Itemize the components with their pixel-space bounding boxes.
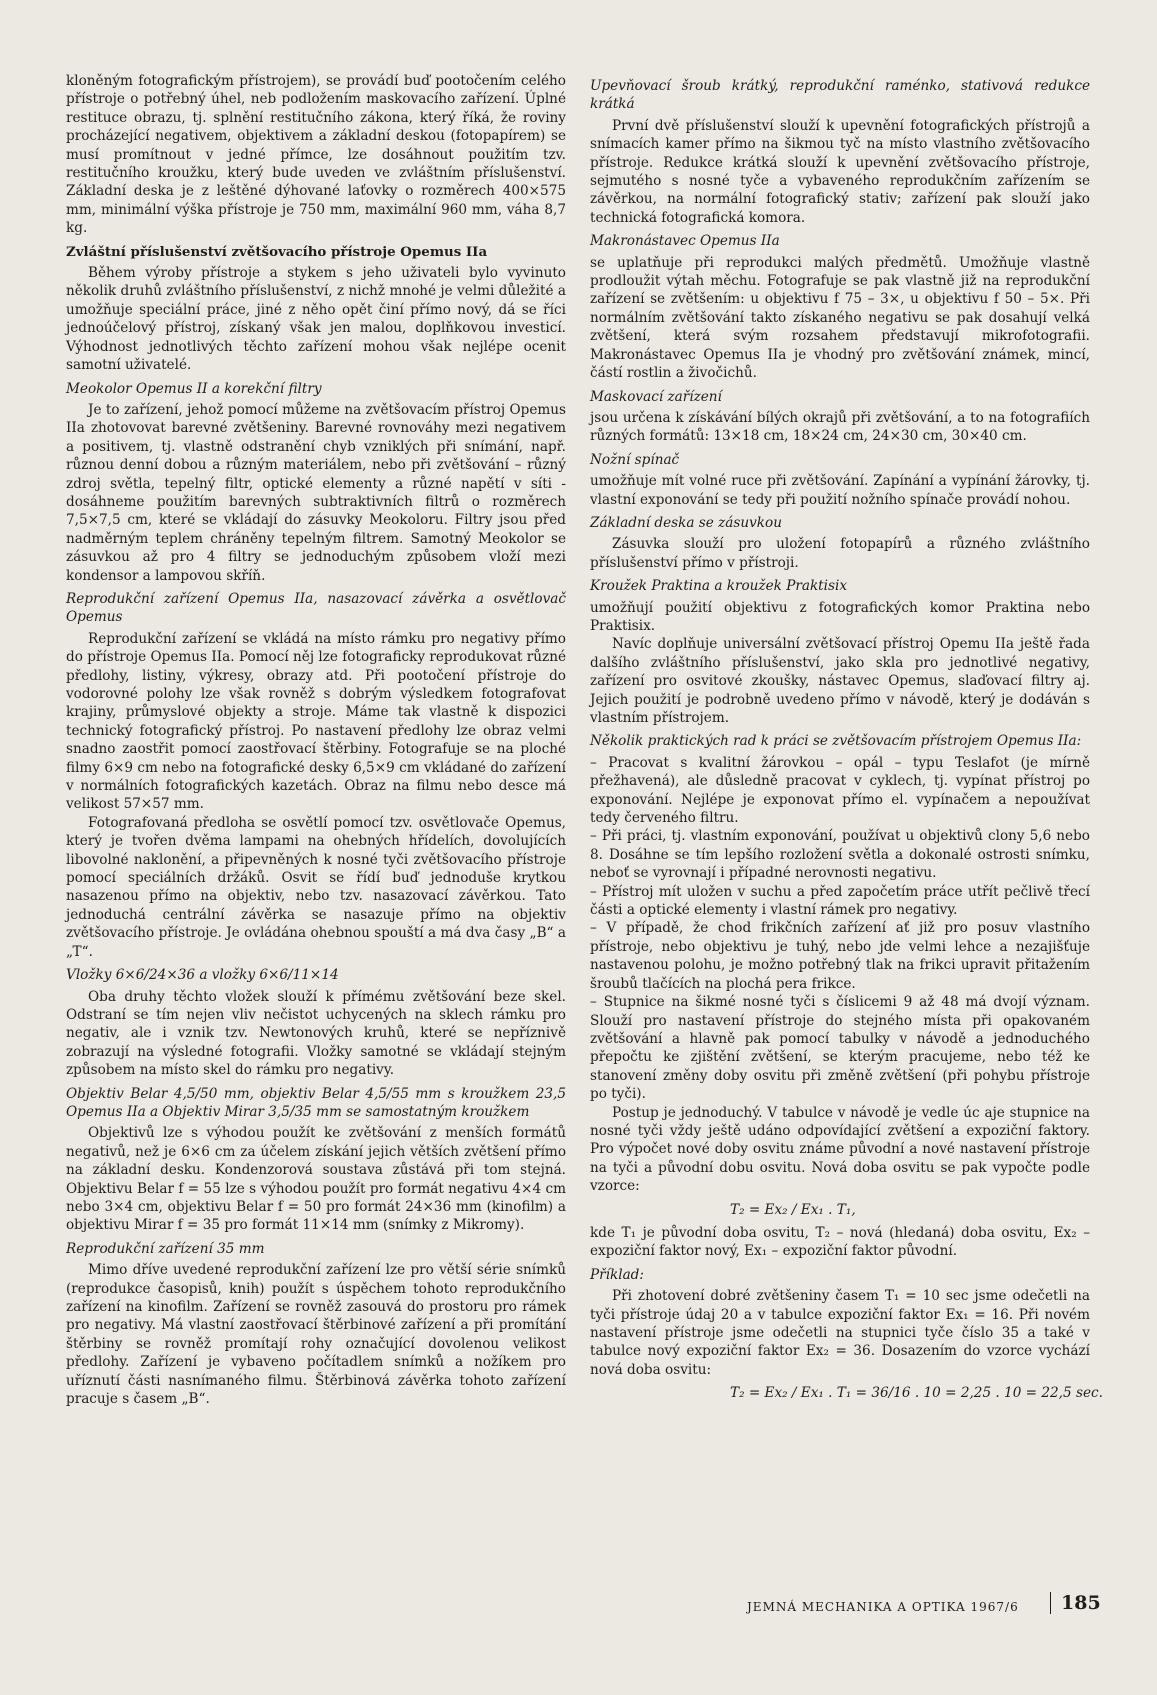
formula: T₂ = Ex₂ / Ex₁ . T₁ = 36/16 . 10 = 2,25 . 10 = 22,5 sec.	[730, 1385, 1103, 1402]
subsection-heading: Makronástavec Opemus IIa	[590, 233, 780, 250]
paragraph: Zásuvka slouží pro uložení fotopapírů a různého zvláštního příslušenství přímo v přístroji.	[590, 536, 1090, 571]
paragraph: Při zhotovení dobré zvětšeniny časem T₁ = 10 sec jsme odečetli na tyči přístroje údaj 20 a v tabulce expoziční faktor Ex₁ = 16. Při novém nastavení přístroje jsme odečetli na stupnici tyče číslo 35 a také v tabulce nový expoziční faktor Ex₂ = 36. Dosazením do vzorce vychází nová doba osvitu:	[590, 1288, 1090, 1378]
paragraph: – V případě, že chod frikčních zařízení ať již pro posuv vlastního přístroje, nebo objektivu je tuhý, nebo jde velmi lehce a nezajišťuje nastavenou polohu, je možno potřebný tlak na frikci upravit přitažením šroubů tlačících na plochá pera frikce.	[590, 920, 1090, 992]
paragraph: Fotografovaná předloha se osvětlí pomocí tzv. osvětlovače Opemus, který je tvořen dvěma lampami na ohebných hřídelích, dovolujících libovolné naklonění, a připevněných k nosné tyči zvětšovacího přístroje pomocí speciálních držáků. Osvit se řídí buď jednoduše krytkou nasazenou přímo na objektiv, nebo tzv. nasazovací závěrkou. Tato jednoduchá centrální závěrka se nasazuje přímo na objektiv zvětšovacího přístroje. Je ovládána ohebnou spouští a má dva časy „B“ a „T“.	[66, 814, 566, 960]
right-column	[590, 72, 1103, 1408]
subsection-heading: Vložky 6×6/24×36 a vložky 6×6/11×14	[66, 967, 339, 984]
subsection-heading: Reprodukční zařízení Opemus IIa, nasazovací závěrka a osvětlovač Opemus	[66, 590, 566, 626]
subsection-heading: Meokolor Opemus II a korekční filtry	[66, 380, 322, 397]
subsection-heading: Několik praktických rad k práci se zvětšovacím přístrojem Opemus IIa:	[590, 733, 1082, 750]
paragraph: Během výroby přístroje a stykem s jeho uživateli bylo vyvinuto několik druhů zvláštního příslušenství, z nichž mnohé je velmi důležité a umožňuje speciální práce, jiné z něho opět činí přímo nový, dá se říci jednoúčelový přístroj, získaný však jen malou, doplňkovou investicí. Výhodnost jednotlivých těchto zařízení mohou však nejlépe ocenit samotní uživatelé.	[66, 265, 566, 374]
journal-footer: JEMNÁ MECHANIKA A OPTIKA 1967/6	[747, 1600, 1019, 1614]
paragraph: Mimo dříve uvedené reprodukční zařízení lze pro větší série snímků (reprodukce časopisů, knih) použít s úspěchem tohoto reprodukčního zařízení na kinofilm. Zařízení se rovněž zasouvá do prostoru pro rámek pro negativy. Má vlastní zaostřovací štěrbinové zařízení a při promítání štěrbiny se rovněž promítají rohy označující dovolenou velikost předlohy. Zařízení je vybaveno počítadlem snímků a nožíkem pro uříznutí části nasnímaného filmu. Štěrbinová závěrka tohoto zařízení pracuje s časem „B“.	[66, 1262, 566, 1408]
formula: T₂ = Ex₂ / Ex₁ . T₁,	[730, 1201, 856, 1218]
paragraph: – Přístroj mít uložen v suchu a před započetím práce utřít pečlivě třecí části a optické elementy i vlastní rámek pro negativy.	[590, 883, 1090, 919]
paragraph: Objektivů lze s výhodou použít ke zvětšování z menších formátů negativů, než je 6×6 cm za účelem získání jejich větších zvětšení přímo na základní desku. Kondenzorová soustava zůstává při tom stejná. Objektivu Belar f = 55 lze s výhodou použít pro formát negativu 4×4 cm nebo 3×4 cm, objektivu Belar f = 50 pro formát 24×36 mm (kinofilm) a objektivu Mirar f = 35 pro formát 11×14 mm (snímky z Mikromy).	[66, 1125, 566, 1234]
paragraph: Oba druhy těchto vložek slouží k přímému zvětšování beze skel. Odstraní se tím nejen vliv nečistot uchycených na sklech rámku pro negativ, ale i vznik tzv. Newtonových kruhů, které se nepříznivě zobrazují na výsledné fotografii. Vložky samotné se vkládají stejným způsobem na místo skel do rámku pro negativy.	[66, 988, 566, 1079]
paragraph: jsou určena k získávání bílých okrajů při zvětšování, a to na fotografiích různých formátů: 13×18 cm, 18×24 cm, 24×30 cm, 30×40 cm.	[590, 409, 1090, 445]
section-heading: Zvláštní příslušenství zvětšovacího přístroje Opemus IIa	[66, 243, 488, 260]
paragraph: Navíc doplňuje universální zvětšovací přístroj Opemu IIa ještě řada dalšího zvláštního příslušenství, jako skla pro jednotlivé negativy, zařízení pro osvitové zkoušky, nástavec Opemus, slaďovací filtry aj. Jejich použití je podrobně uvedeno přímo v návodě, který je dodáván s vlastním přístrojem.	[590, 636, 1090, 726]
paragraph: Postup je jednoduchý. V tabulce v návodě je vedle úc aje stupnice na nosné tyči vždy ještě udáno odpovídající zvětšení a expoziční faktory. Pro výpočet nové doby osvitu známe původní a nové nastavení přístroje na tyči a původní dobu osvitu. Nová doba osvitu se pak vypočte podle vzorce:	[590, 1104, 1090, 1195]
paragraph: umožňují použití objektivu z fotografických komor Praktina nebo Praktisix.	[590, 599, 1090, 634]
paragraph: kloněným fotografickým přístrojem), se provádí buď pootočením celého přístroje o potřebný úhel, neb podložením maskovacího zařízení. Úplné restituce obrazu, tj. splnění restitučního zákona, který říká, že roviny procházející negativem, objektivem a základní deskou (fotopapírem) se musí promítnout v jedné přímce, lze dosáhnout použitím tzv. restitučního kroužku, který bude uveden ve zvláštním příslušenství. Základní deska je z leštěné dýhované laťovky o rozměrech 400×575 mm, minimální výška přístroje je 750 mm, maximální 960 mm, váha 8,7 kg.	[66, 73, 566, 237]
paragraph: kde T₁ je původní doba osvitu, T₂ – nová (hledaná) doba osvitu, Ex₂ – expoziční faktor nový, Ex₁ – expoziční faktor původní.	[590, 1224, 1090, 1260]
subsection-heading: Upevňovací šroub krátký, reprodukční raménko, stativová redukce krátká	[590, 78, 1090, 113]
subsection-heading: Příklad:	[590, 1266, 644, 1283]
left-column	[66, 72, 566, 1408]
paragraph: – Při práci, tj. vlastním exponování, používat u objektivů clony 5,6 nebo 8. Dosáhne se tím lepšího rozložení světla a dokonalé ostrosti snímku, neboť se vyrovnají i případné nerovnosti negativu.	[590, 828, 1090, 882]
subsection-heading: Maskovací zařízení	[590, 388, 722, 405]
paragraph: Reprodukční zařízení se vkládá na místo rámku pro negativy přímo do přístroje Opemus IIa. Pomocí něj lze fotograficky reprodukovat různé předlohy, listiny, výkresy, obrazy atd. Při pootočení přístroje do vodorovné polohy lze však rovněž s dobrým výsledkem fotografovat krajiny, průmyslové objekty a stroje. Máme tak vlastně k dispozici technický fotografický přístroj. Po nastavení předlohy lze obraz velmi snadno zaostřit pomocí zaostřovací štěrbiny. Fotografuje se na ploché filmy 6×9 cm nebo na fotografické desky 6,5×9 cm vkládané do zařízení v normálních fotografických kazetách. Obraz na filmu nebo desce má velikost 57×57 mm.	[66, 630, 566, 813]
subsection-heading: Objektiv Belar 4,5/50 mm, objektiv Belar 4,5/55 mm s kroužkem 23,5 Opemus IIa a Objektiv Mirar 3,5/35 mm se samostatným kroužkem	[66, 1085, 566, 1120]
paragraph: – Stupnice na šikmé nosné tyči s číslicemi 9 až 48 má dvojí význam. Slouží pro nastavení přístroje do stejného místa při opakovaném zvětšování a hlavně pak pomocí tabulky v návodě a jednoduchého přepočtu ke zjištění zvětšení, se kterým pracujeme, nebo též ke stanovení změny doby osvitu při změně zvětšení (při pohybu přístroje po tyči).	[590, 994, 1090, 1103]
paragraph: První dvě příslušenství slouží k upevnění fotografických přístrojů a snímacích kamer přímo na šikmou tyč na místo vlastního zvětšovacího přístroje. Redukce krátká slouží k upevnění zvětšovacího přístroje, sejmutého s nosné tyče a vybaveného reprodukčním zařízením se závěrkou, na normální fotografický stativ; zařízení pak slouží jako technická fotografická komora.	[590, 117, 1090, 226]
paragraph: se uplatňuje při reprodukci malých předmětů. Umožňuje vlastně prodloužit výtah měchu. Fotografuje se pak vlastně již na reprodukční zařízení se zvětšením: u objektivu f 75 – 3×, u objektivu f 50 – 5×. Při normálním zvětšování takto získaného negativu se pak dosahují velká zvětšení, která svým rozsahem představují mikrofotografii. Makronástavec Opemus IIa je vhodný pro zvětšování známek, mincí, částí rostlin a živočichů.	[590, 254, 1090, 382]
subsection-heading: Základní deska se zásuvkou	[590, 514, 782, 531]
paragraph: Je to zařízení, jehož pomocí můžeme na zvětšovacím přístroj Opemus IIa zhotovovat barevné zvětšeniny. Barevné rovnováhy mezi negativem a positivem, tj. vlastně odstranění chyb vzniklých při snímání, např. různou denní dobou a různým materiálem, nebo při zvětšování – různý zdroj světla, tepelný filtr, optické elementy a různé napětí v síti - dosáhneme použitím barevných subtraktivních filtrů o rozměrech 7,5×7,5 cm, které se vkládají do zásuvky Meokoloru. Filtry jsou před nadměrným teplem chráněny tepelným filtrem. Samotný Meokolor se zásuvkou až pro 4 filtry se jednoduchým způsobem vloží mezi kondensor a lampovou skříň.	[66, 401, 566, 584]
paragraph: – Pracovat s kvalitní žárovkou – opál – typu Teslafot (je mírně přežhavená), ale důsledně pracovat v cyklech, tj. vypínat přístroj po exponování. Nejlépe je exponovat přímo el. vypínačem a nepoužívat tedy červeného filtru.	[590, 754, 1090, 827]
page-number: 185	[1050, 1592, 1101, 1614]
subsection-heading: Nožní spínač	[590, 451, 680, 468]
subsection-heading: Kroužek Praktina a kroužek Praktisix	[590, 578, 847, 595]
paragraph: umožňuje mít volné ruce při zvětšování. Zapínání a vypínání žárovky, tj. vlastní exponování se tedy při použití nožního spínače provádí nohou.	[590, 473, 1090, 508]
subsection-heading: Reprodukční zařízení 35 mm	[66, 1240, 265, 1257]
